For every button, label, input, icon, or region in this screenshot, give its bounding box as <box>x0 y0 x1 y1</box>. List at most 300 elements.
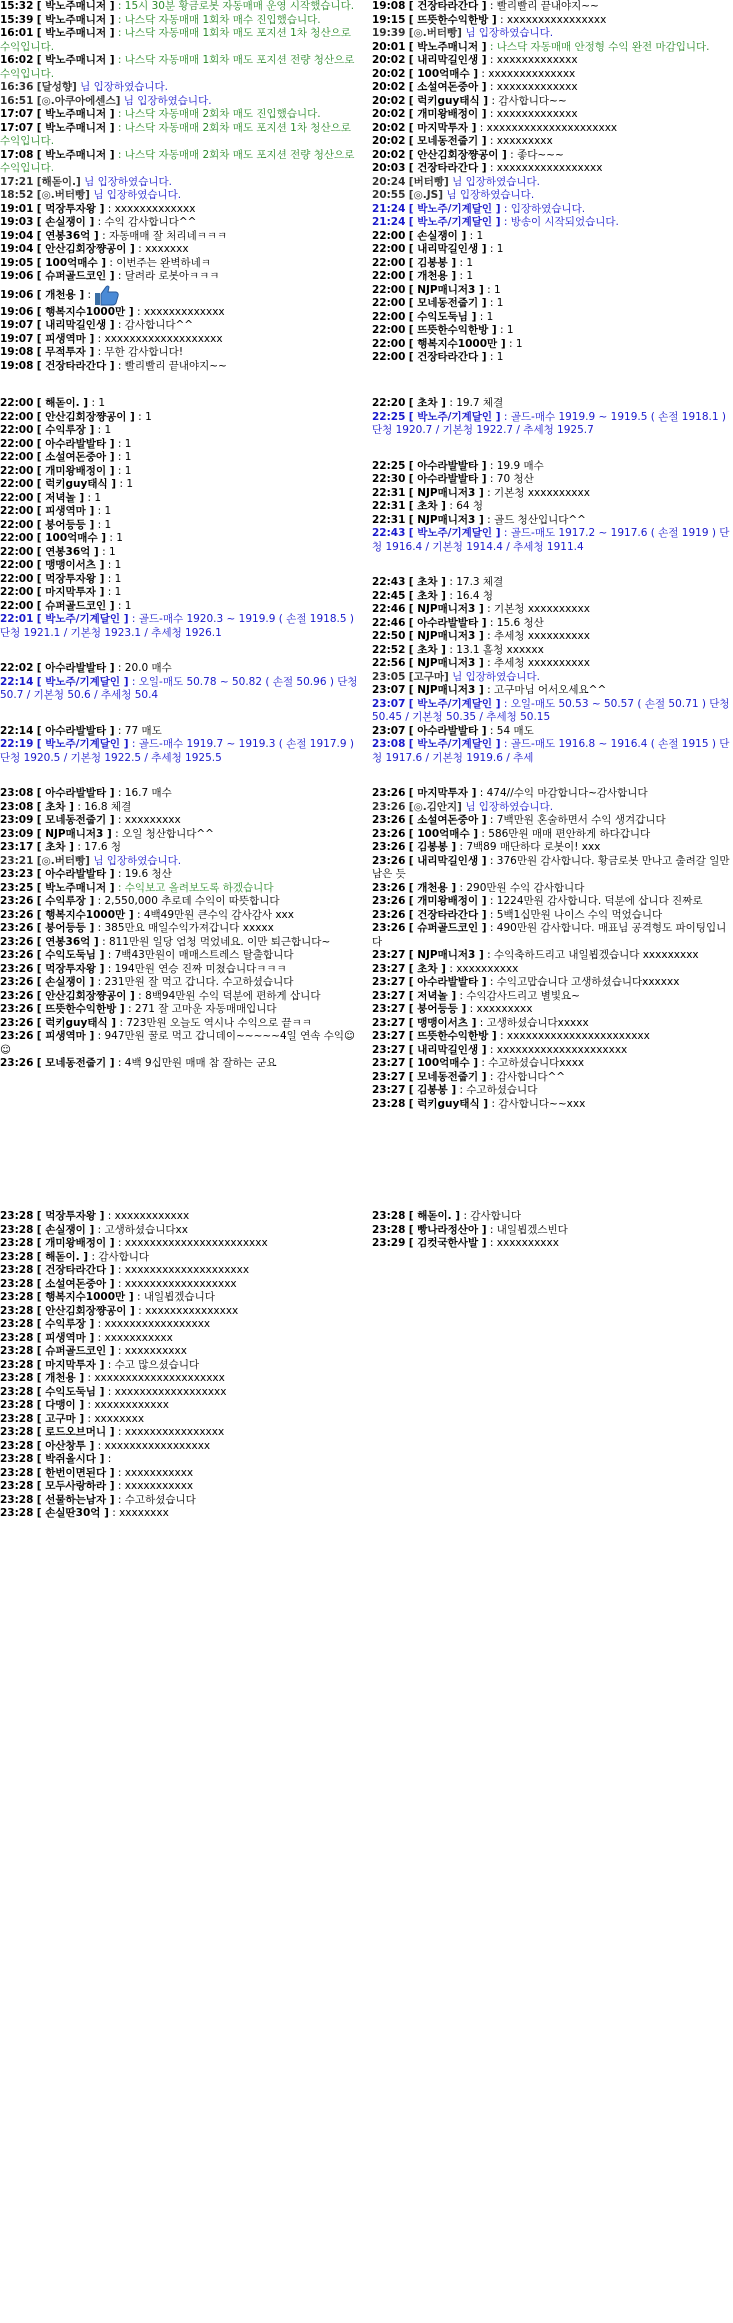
message-time: 22:00 <box>0 545 34 558</box>
message-text: 231만원 잘 먹고 갑니다. 수고하셨습니다 <box>104 976 294 988</box>
message-nickname: [ 연봉36억 ] <box>36 229 99 242</box>
chat-message: 23:07 [ NJP매니저3 ] : 고구마님 어서오세요^^ <box>372 684 607 696</box>
chat-message: 23:27 [ 내리막길인생 ] : ⅹⅹⅹⅹⅹⅹⅹⅹⅹⅹⅹⅹⅹⅹⅹⅹⅹⅹⅹⅹⅹ <box>372 1043 628 1056</box>
message-time: 23:28 <box>0 1277 34 1290</box>
message-text: 감사합니다~~ⅹⅹⅹ <box>498 1097 586 1110</box>
message-text: ⅹⅹⅹⅹⅹⅹⅹⅹⅹⅹⅹⅹⅹⅹⅹⅹⅹⅹⅹⅹⅹ <box>486 121 618 134</box>
chat-message: 22:46 [ NJP매니저3 ] : 기본청 ⅹⅹⅹⅹⅹⅹⅹⅹⅹⅹ <box>372 603 590 615</box>
chat-message: 22:00 [ 건장타라간다 ] : 1 <box>372 351 504 363</box>
message-nickname: [ 소설여돈중아 ] <box>408 814 487 826</box>
message-nickname: [ 선물하는남자 ] <box>36 1493 115 1506</box>
message-time: 21:24 <box>372 216 406 228</box>
chat-message: 23:28 [ 피생역마 ] : ⅹⅹⅹⅹⅹⅹⅹⅹⅹⅹⅹ <box>0 1331 173 1344</box>
message-nickname: [ 박노주/기계달인 ] <box>36 613 129 625</box>
message-time: 22:25 <box>372 459 406 472</box>
chat-message <box>0 176 360 190</box>
chat-message: 19:07 [ 내리막길인생 ] : 감사합니다^^ <box>0 319 194 331</box>
chat-message: 22:00 [ 맹맹이서츠 ] : 1 <box>0 559 122 571</box>
message-time: 23:27 <box>372 949 406 961</box>
message-time: 23:17 <box>0 841 34 853</box>
chat-message: 20:02 [ 내리막길인생 ] : ⅹⅹⅹⅹⅹⅹⅹⅹⅹⅹⅹⅹⅹ <box>372 54 578 66</box>
message-text: 나스닥 자동매매 2회차 매도 포지션 전량 청산으로 수익입니다. <box>0 148 355 174</box>
message-text: ⅹⅹⅹⅹⅹⅹⅹⅹⅹⅹⅹⅹⅹ <box>496 54 578 66</box>
message-text: 수고하셨습니다 <box>466 1084 538 1096</box>
message-nickname: [ 초차 ] <box>36 800 74 813</box>
message-time: 19:04 <box>0 243 34 255</box>
chat-message: 22:02 [ 아수라발발타 ] : 20.0 매수 <box>0 662 172 674</box>
message-time: 23:28 <box>0 1318 34 1330</box>
chat-message: 23:28 [ 먹장투자왕 ] : ⅹⅹⅹⅹⅹⅹⅹⅹⅹⅹⅹⅹ <box>0 1210 190 1222</box>
message-time: 22:43 <box>372 576 406 588</box>
message-nickname: [ 먹장투자왕 ] <box>36 1210 105 1222</box>
message-nickname: [ 모네동전줍기 ] <box>408 1070 487 1083</box>
message-text: ⅹⅹⅹⅹⅹⅹⅹⅹⅹⅹⅹⅹⅹ <box>496 81 578 93</box>
message-text: 무한 감사합니다! <box>104 346 184 358</box>
message-nickname: [ 럭키guy태식 ] <box>36 478 117 490</box>
message-time: 22:31 <box>372 486 406 499</box>
message-nickname: [◎.버터빵] <box>408 27 462 39</box>
message-time: 22:00 <box>0 491 34 504</box>
message-time: 23:26 <box>372 814 406 826</box>
message-nickname: [ 100억매수 ] <box>36 532 107 544</box>
message-nickname: [ 개미왕배정이 ] <box>408 895 487 907</box>
message-time: 22:46 <box>372 616 406 629</box>
message-nickname: [ 아수라발발타 ] <box>36 437 115 450</box>
message-text: 385만요 매일수익가져갑니다 ⅹⅹⅹⅹⅹ <box>104 922 274 934</box>
message-nickname: [◎.버터빵] <box>36 854 90 867</box>
message-time: 23:28 <box>372 1097 406 1110</box>
message-text: 1 <box>124 464 132 477</box>
chat-message: 22:00 [ 내리막길인생 ] : 1 <box>372 243 504 255</box>
message-nickname: [ 모두사랑하라 ] <box>36 1480 115 1492</box>
message-text: 1 <box>104 505 112 517</box>
message-text: ⅹⅹⅹⅹⅹⅹⅹⅹⅹⅹⅹⅹⅹⅹⅹⅹⅹⅹ <box>124 1277 237 1290</box>
chat-message: 23:26 [ 수익도둑님 ] : 7백43만원이 매매스트레스 탈출합니다 <box>0 949 294 961</box>
chat-panel-7 <box>0 1210 360 2323</box>
message-nickname: [ 손실쟁이 ] <box>408 229 467 242</box>
message-text: ⅹⅹⅹⅹⅹⅹⅹⅹⅹⅹⅹⅹⅹⅹⅹⅹ <box>124 1426 225 1438</box>
chat-message <box>0 189 360 203</box>
message-time: 23:26 <box>0 949 34 961</box>
chat-message: 23:26 [ 럭키guy태식 ] : 723만원 오늘도 역시나 수익으로 끝ㅋㅋ <box>0 1016 312 1029</box>
message-nickname: [ 행복지수1000만 ] <box>408 337 506 350</box>
message-time: 23:28 <box>0 1439 34 1452</box>
chat-message: 17:08 [ 박노주매니저 ] : 나스닥 자동매매 2회차 매도 포지션 전량 청산으로 수익입니다. <box>0 148 355 174</box>
chat-message: 23:28 [ 건장타라간다 ] : ⅹⅹⅹⅹⅹⅹⅹⅹⅹⅹⅹⅹⅹⅹⅹⅹⅹⅹⅹⅹ <box>0 1264 250 1276</box>
message-nickname: [ NJP매니저3 ] <box>408 486 484 499</box>
message-text: 님 입장하였습니다. <box>123 94 212 107</box>
message-text: ⅹⅹⅹⅹⅹⅹⅹⅹⅹ <box>496 135 553 147</box>
message-nickname: [ 슈퍼골드코인 ] <box>36 270 115 282</box>
message-time: 23:27 <box>372 1030 406 1042</box>
chat-spacer <box>0 640 360 662</box>
message-text: 1224만원 감사합니다. 덕분에 삽니다 진짜로 <box>496 895 703 907</box>
message-nickname: [ NJP매니저3 ] <box>408 949 484 961</box>
chat-message: 22:30 [ 아수라발발타 ] : 70 청산 <box>372 473 534 485</box>
message-nickname: [ 수익루장 ] <box>36 424 95 436</box>
message-text: 1 <box>466 256 474 269</box>
message-text: 4백49만원 큰수익 감사감사 ⅹⅹⅹ <box>143 908 294 921</box>
chat-message: 23:28 [ 슈퍼골드코인 ] : ⅹⅹⅹⅹⅹⅹⅹⅹⅹⅹ <box>0 1345 187 1357</box>
chat-message: 23:27 [ 김봉봉 ] : 수고하셨습니다 <box>372 1084 538 1096</box>
message-text: 수익감사드리고 별빛요~ <box>466 989 580 1002</box>
message-text: 님 입장하였습니다. <box>84 175 172 188</box>
chat-message: 23:28 [ 해돋이. ] : 감사합니다 <box>372 1210 522 1222</box>
message-text: 님 입장하였습니다. <box>446 189 535 201</box>
message-nickname: [ 박노주/기계달인 ] <box>408 697 501 710</box>
chat-message: 20:02 [ 100억매수 ] : ⅹⅹⅹⅹⅹⅹⅹⅹⅹⅹⅹⅹⅹⅹ <box>372 67 576 80</box>
message-time: 20:02 <box>372 94 406 107</box>
message-time: 23:27 <box>372 962 406 975</box>
message-text: ⅹⅹⅹⅹⅹⅹⅹⅹⅹ <box>476 1003 533 1015</box>
chat-panel-4 <box>372 397 732 764</box>
message-nickname: [ 개미왕배정이 ] <box>36 1237 115 1249</box>
message-time: 22:56 <box>372 657 406 669</box>
chat-message: 22:00 [ 김봉봉 ] : 1 <box>372 256 474 269</box>
message-text: 1 <box>124 437 132 450</box>
chat-message: 23:26 [ 손실쟁이 ] : 231만원 잘 먹고 갑니다. 수고하셨습니다 <box>0 976 294 988</box>
chat-message: 23:26 [ 피생역마 ] : 947만원 꿀로 먹고 갑니데이~~~~~4일 연속 수익☺☺ <box>0 1030 355 1056</box>
chat-message: 23:08 [ 초차 ] : 16.8 체결 <box>0 800 132 813</box>
chat-message: 22:56 [ NJP매니저3 ] : 추세청 ⅹⅹⅹⅹⅹⅹⅹⅹⅹⅹ <box>372 657 590 669</box>
message-text: 1 <box>124 451 132 463</box>
chat-message: 20:02 [ 소설여돈중아 ] : ⅹⅹⅹⅹⅹⅹⅹⅹⅹⅹⅹⅹⅹ <box>372 81 578 93</box>
chat-message: 19:08 [ 건장타라간다 ] : 빨리빨리 끝내야지~~ <box>0 359 227 372</box>
message-time: 19:08 <box>0 346 34 358</box>
message-text: 64 청 <box>456 500 484 512</box>
message-text: ⅹⅹⅹⅹⅹⅹⅹⅹⅹⅹⅹ <box>124 1466 194 1479</box>
chat-message: 23:09 [ NJP매니저3 ] : 오일 청산합니다^^ <box>0 827 214 840</box>
message-text: 1 <box>104 424 112 436</box>
message-text: 490만원 감사합니다. 매표님 공격형도 파이팅입니다 <box>372 922 727 948</box>
chat-message: 23:07 [ 아수라발발타 ] : 54 매도 <box>372 724 534 737</box>
message-text: ⅹⅹⅹⅹⅹⅹⅹⅹⅹⅹⅹⅹⅹⅹⅹⅹⅹⅹⅹⅹⅹⅹⅹ <box>506 1030 650 1042</box>
message-nickname: [ 초차 ] <box>36 841 74 853</box>
message-text: ⅹⅹⅹⅹⅹⅹⅹⅹⅹⅹⅹⅹⅹⅹⅹⅹⅹⅹⅹⅹⅹ <box>94 1372 225 1384</box>
message-time: 23:28 <box>372 1223 406 1236</box>
message-time: 23:28 <box>0 1372 34 1384</box>
message-time: 22:43 <box>372 527 406 539</box>
chat-message: 23:26 [ 슈퍼골드코인 ] : 490만원 감사합니다. 매표님 공격형도 파이팅입니다 <box>372 922 727 948</box>
message-nickname: [ NJP매니저3 ] <box>408 630 484 642</box>
message-text: 내일뵙겠스빈다 <box>496 1223 568 1236</box>
message-time: 22:50 <box>372 630 406 642</box>
message-time: 23:26 <box>0 976 34 988</box>
chat-message: 23:28 [ 다맹이 ] : ⅹⅹⅹⅹⅹⅹⅹⅹⅹⅹⅹⅹ <box>0 1399 169 1411</box>
message-text: 19.7 체결 <box>456 397 504 409</box>
message-text: 골드-매수 1919.9 ~ 1919.5 ( 손절 1918.1 ) 단청 1920.7 / 기본청 1922.7 / 추세청 1925.7 <box>372 410 726 436</box>
message-text: 님 입장하였습니다. <box>452 670 540 683</box>
message-time: 22:00 <box>372 337 406 350</box>
chat-message: 23:26 [ 마지막투자 ] : 474//수익 마감합니다~감사합니다 <box>372 787 648 799</box>
message-nickname: [ 박노주/기계달인 ] <box>408 202 501 215</box>
message-time: 22:14 <box>0 724 34 737</box>
chat-message: 22:00 [ 슈퍼골드코인 ] : 1 <box>0 599 132 612</box>
message-time: 22:00 <box>372 229 406 242</box>
message-text: 1 <box>506 324 514 336</box>
message-text: 1 <box>114 572 122 585</box>
message-time: 23:27 <box>372 1016 406 1029</box>
chat-message: 22:00 [ 손실쟁이 ] : 1 <box>372 229 484 242</box>
message-time: 23:28 <box>0 1426 34 1438</box>
chat-message: 23:28 [ 손실쟁이 ] : 고생하셨습니다ⅹⅹ <box>0 1223 188 1236</box>
message-time: 19:05 <box>0 256 34 269</box>
message-text: 1 <box>108 545 116 558</box>
message-time: 23:09 <box>0 814 34 826</box>
message-nickname: [ 내리막길인생 ] <box>408 54 487 66</box>
chat-message: 22:31 [ NJP매니저3 ] : 골드 청산입니다^^ <box>372 513 586 526</box>
message-time: 22:00 <box>372 243 406 255</box>
chat-message: 19:06 [ 슈퍼골드코인 ] : 달려라 로봇아ㅋㅋㅋ <box>0 270 220 282</box>
message-text: ⅹⅹⅹⅹⅹⅹⅹ <box>145 243 189 255</box>
message-time: 22:46 <box>372 603 406 615</box>
chat-message: 22:46 [ 아수라발발타 ] : 15.6 청산 <box>372 616 544 629</box>
message-text: ⅹⅹⅹⅹⅹⅹⅹⅹⅹⅹⅹⅹⅹⅹⅹⅹⅹⅹⅹⅹⅹⅹⅹ <box>124 1237 268 1249</box>
message-time: 22:45 <box>372 589 406 602</box>
chat-message: 23:27 [ 붕어등등 ] : ⅹⅹⅹⅹⅹⅹⅹⅹⅹ <box>372 1003 533 1015</box>
message-text: 수고하셨습니다 <box>124 1493 196 1506</box>
message-text: 이번주는 완벽하네ㅋ <box>116 256 211 269</box>
message-time: 15:32 <box>0 0 34 12</box>
message-text: ⅹⅹⅹⅹⅹⅹⅹⅹ <box>119 1507 169 1519</box>
message-text: 20.0 매수 <box>124 662 172 674</box>
message-text: ⅹⅹⅹⅹⅹⅹⅹⅹⅹⅹ <box>456 962 519 975</box>
message-time: 23:26 <box>372 854 406 867</box>
message-nickname: [ 개천용 ] <box>36 288 85 301</box>
message-text: 16.8 체결 <box>84 800 132 813</box>
message-nickname: [ 박노주매니저 ] <box>36 121 115 134</box>
chat-message <box>372 176 732 190</box>
message-nickname: [ 박쥐올시다 ] <box>36 1453 105 1465</box>
chat-message: 19:03 [ 손실쟁이 ] : 수익 감사합니다^^ <box>0 216 197 228</box>
message-text: 고구마님 어서오세요^^ <box>494 684 607 696</box>
message-time: 20:02 <box>372 121 406 134</box>
chat-message: 19:04 [ 연봉36억 ] : 자동매매 잘 처리네ㅋㅋㅋ <box>0 229 228 242</box>
message-text: 70 청산 <box>496 473 534 485</box>
message-text: ⅹⅹⅹⅹⅹⅹⅹⅹⅹⅹⅹ <box>104 1331 173 1344</box>
message-time: 23:26 <box>0 989 34 1002</box>
message-text: 1 <box>496 351 504 363</box>
chat-message: 23:26 [ 붕어등등 ] : 385만요 매일수익가져갑니다 ⅹⅹⅹⅹⅹ <box>0 922 274 934</box>
chat-message: 23:26 [ 소설여돈중아 ] : 7백만원 혼술하면서 수익 생겨갑니다 <box>372 814 666 826</box>
message-nickname: [ 내리막길인생 ] <box>408 854 487 867</box>
message-text: 고생하셨습니다ⅹⅹⅹⅹⅹ <box>486 1016 589 1029</box>
message-text: 16.4 청 <box>456 589 494 602</box>
message-nickname: [ 내리막길인생 ] <box>36 319 115 331</box>
message-text: 77 매도 <box>124 724 162 737</box>
message-text: 1 <box>124 599 132 612</box>
message-nickname: [ 박노주매니저 ] <box>36 13 115 26</box>
message-text: ⅹⅹⅹⅹⅹⅹⅹⅹⅹⅹⅹⅹⅹⅹⅹⅹⅹ <box>104 1318 211 1330</box>
message-time: 23:26 <box>0 935 34 948</box>
chat-message: 22:25 [ 아수라발발타 ] : 19.9 매수 <box>372 459 544 472</box>
message-nickname: [ 박노주/기계달인 ] <box>408 410 501 423</box>
message-time: 23:27 <box>372 989 406 1002</box>
message-nickname: [ 로드오브머니 ] <box>36 1426 115 1438</box>
message-nickname: [ 먹장투자왕 ] <box>36 572 105 585</box>
message-nickname: [ 럭키guy태식 ] <box>36 1016 117 1029</box>
message-text: 290만원 수익 감사합니다 <box>466 881 585 894</box>
message-nickname: [ 먹장투자왕 ] <box>36 202 105 215</box>
chat-message: 23:26 [ 행복지수1000만 ] : 4백49만원 큰수익 감사감사 ⅹⅹⅹ <box>0 908 294 921</box>
message-time: 19:15 <box>372 13 406 26</box>
message-text: ⅹⅹⅹⅹⅹⅹⅹⅹⅹⅹⅹⅹⅹⅹⅹⅹⅹ <box>104 1439 211 1452</box>
message-nickname: [ NJP매니저3 ] <box>408 283 484 296</box>
message-nickname: [◎.김안지] <box>408 800 462 813</box>
message-nickname: [ 박노주/기계달인 ] <box>36 675 129 688</box>
message-text: 나스닥 자동매매 2회차 매도 진입했습니다. <box>124 108 321 120</box>
chat-message: 23:28 [ 수익도둑님 ] : ⅹⅹⅹⅹⅹⅹⅹⅹⅹⅹⅹⅹⅹⅹⅹⅹⅹⅹ <box>0 1385 227 1398</box>
message-time: 22:52 <box>372 643 406 656</box>
message-nickname: [ 빵나라정산아 ] <box>408 1223 487 1236</box>
message-nickname: [달성향] <box>36 81 77 93</box>
message-time: 23:28 <box>0 1331 34 1344</box>
chat-message: 22:00 [ 안산김회장쨩공이 ] : 1 <box>0 410 152 423</box>
message-nickname: [ 수익도둑님 ] <box>408 310 477 323</box>
chat-message: 20:02 [ 럭키guy태식 ] : 감사합니다~~ <box>372 94 567 107</box>
message-time: 23:26 <box>372 787 406 799</box>
message-time: 20:02 <box>372 67 406 80</box>
message-text: ⅹⅹⅹⅹⅹⅹⅹⅹⅹⅹ <box>496 1237 559 1249</box>
message-text: 감사합니다 <box>98 1250 150 1263</box>
chat-message: 21:24 [ 박노주/기계달인 ] : 방송이 시작되었습니다. <box>372 216 619 228</box>
message-time: 17:07 <box>0 121 34 134</box>
chat-message: 22:00 [ 개천용 ] : 1 <box>372 270 474 282</box>
chat-message: 23:26 [ 내리막길인생 ] : 376만원 감사합니다. 황금로봇 만나고 출려갈 일만 남은 듯 <box>372 854 730 880</box>
message-text: 8백94만원 수익 덕분에 편하게 삽니다 <box>145 989 321 1002</box>
chat-message: 22:00 [ 마지막투자 ] : 1 <box>0 586 122 598</box>
message-nickname: [ 박노주/기계달인 ] <box>408 216 501 228</box>
message-time: 20:03 <box>372 162 406 174</box>
message-nickname: [ 박노주매니저 ] <box>36 108 115 120</box>
message-nickname: [ 먹장투자왕 ] <box>36 962 105 975</box>
chat-spacer <box>372 438 732 460</box>
chat-message <box>0 855 360 869</box>
chat-message: 23:08 [ 박노주/기계달인 ] : 골드-매도 1916.8 ~ 1916.4 ( 손절 1915 ) 단청 1917.6 / 기본청 1919.6 / 추세 <box>372 738 730 764</box>
message-text: 376만원 감사합니다. 황금로봇 만나고 출려갈 일만 남은 듯 <box>372 854 730 880</box>
message-text: 나스닥 자동매매 1회차 매도 포지션 1차 청산으로 수익입니다. <box>0 27 351 53</box>
message-nickname: [ 슈퍼골드코인 ] <box>408 922 487 934</box>
message-time: 23:28 <box>372 1210 406 1222</box>
message-text: 1 <box>496 297 504 309</box>
message-time: 23:08 <box>372 738 406 750</box>
message-nickname: [ 소설여돈중아 ] <box>36 1277 115 1290</box>
message-nickname: [ 초차 ] <box>408 500 446 512</box>
message-time: 22:02 <box>0 662 34 674</box>
chat-message: 22:14 [ 박노주/기계달인 ] : 오일-매도 50.78 ~ 50.82 ( 손절 50.96 ) 단청 50.7 / 기본청 50.6 / 추세청 50.4 <box>0 675 358 701</box>
message-text: ⅹⅹⅹⅹⅹⅹⅹⅹⅹⅹⅹⅹⅹⅹⅹⅹⅹⅹⅹ <box>104 332 223 345</box>
message-time: 16:36 <box>0 81 34 93</box>
message-time: 20:55 <box>372 189 406 201</box>
message-text: 님 입장하였습니다. <box>465 800 554 813</box>
message-time: 23:08 <box>0 800 34 813</box>
message-time: 23:27 <box>372 1003 406 1015</box>
message-text: 수익 감사합니다^^ <box>104 216 197 228</box>
chat-message: 23:28 [ 빵나라정산아 ] : 내일뵙겠스빈다 <box>372 1223 568 1236</box>
message-time: 22:00 <box>372 297 406 309</box>
message-nickname: [ NJP매니저3 ] <box>408 657 484 669</box>
message-nickname: [ 저녁놀 ] <box>408 989 457 1002</box>
message-time: 23:27 <box>372 1084 406 1096</box>
message-time: 22:00 <box>0 572 34 585</box>
message-time: 22:00 <box>0 518 34 531</box>
message-time: 23:27 <box>372 976 406 988</box>
message-text: 오일-매도 50.78 ~ 50.82 ( 손절 50.96 ) 단청 50.7 / 기본청 50.6 / 추세청 50.4 <box>0 675 358 701</box>
message-text: 1 <box>466 270 474 282</box>
message-nickname: [버터빵] <box>408 175 449 188</box>
message-time: 22:00 <box>0 410 34 423</box>
message-time: 23:07 <box>372 697 406 710</box>
message-time: 22:00 <box>0 464 34 477</box>
chat-message: 20:02 [ 모네동전줍기 ] : ⅹⅹⅹⅹⅹⅹⅹⅹⅹ <box>372 135 553 147</box>
chat-message: 22:00 [ 먹장투자왕 ] : 1 <box>0 572 122 585</box>
chat-panel-6 <box>372 787 732 1157</box>
message-nickname: [ 아산창투 ] <box>36 1439 95 1452</box>
message-time: 22:00 <box>0 397 34 409</box>
chat-message: 22:00 [ 붕어등등 ] : 1 <box>0 518 112 531</box>
message-text: ⅹⅹⅹⅹⅹⅹⅹⅹⅹⅹⅹⅹ <box>94 1399 169 1411</box>
message-nickname: [ 초차 ] <box>408 397 446 409</box>
chat-message: 22:31 [ 초차 ] : 64 청 <box>372 500 484 512</box>
message-nickname: [ 마지막투자 ] <box>408 787 477 799</box>
message-time: 23:26 <box>372 827 406 840</box>
chat-message: 20:02 [ 마지막투자 ] : ⅹⅹⅹⅹⅹⅹⅹⅹⅹⅹⅹⅹⅹⅹⅹⅹⅹⅹⅹⅹⅹ <box>372 121 618 134</box>
message-time: 22:30 <box>372 473 406 485</box>
message-nickname: [ 피생역마 ] <box>36 1030 95 1042</box>
message-text: 빨리빨리 끝내야지~~ <box>496 0 599 12</box>
message-time: 22:00 <box>0 451 34 463</box>
chat-message: 22:25 [ 박노주/기계달인 ] : 골드-매수 1919.9 ~ 1919.5 ( 손절 1918.1 ) 단청 1920.7 / 기본청 1922.7 / 추세청 1925.7 <box>372 410 726 436</box>
message-time: 23:26 <box>372 922 406 934</box>
message-text: 1 <box>116 532 123 544</box>
message-text: 방송이 시작되었습니다. <box>510 216 619 228</box>
message-text: 오일-매도 50.53 ~ 50.57 ( 손절 50.71 ) 단청 50.45 / 기본청 50.35 / 추세청 50.15 <box>372 697 730 723</box>
message-time: 23:25 <box>0 881 34 894</box>
message-time: 19:04 <box>0 229 34 242</box>
chat-message: 23:28 [ 수익루장 ] : ⅹⅹⅹⅹⅹⅹⅹⅹⅹⅹⅹⅹⅹⅹⅹⅹⅹ <box>0 1318 211 1330</box>
message-text: 골드-매도 1916.8 ~ 1916.4 ( 손절 1915 ) 단청 1917.6 / 기본청 1919.6 / 추세 <box>372 738 730 764</box>
message-nickname: [ 다맹이 ] <box>36 1399 85 1411</box>
message-text: 474//수익 마감합니다~감사합니다 <box>486 787 648 799</box>
message-text: 15.6 청산 <box>496 616 544 629</box>
message-time: 23:28 <box>0 1453 34 1465</box>
message-time: 15:39 <box>0 13 34 26</box>
message-nickname: [ 박노주매니저 ] <box>408 40 487 53</box>
message-text: ⅹⅹⅹⅹⅹⅹⅹⅹⅹⅹⅹⅹⅹⅹⅹⅹⅹⅹⅹⅹ <box>124 1264 250 1276</box>
message-nickname: [ 100억매수 ] <box>408 67 479 80</box>
message-time: 23:28 <box>0 1358 34 1371</box>
message-text: 빨리빨리 끝내야지~~ <box>124 359 227 372</box>
message-time: 21:24 <box>372 202 406 215</box>
message-time: 22:31 <box>372 513 406 526</box>
chat-message: 22:00 [ 모네동전줍기 ] : 1 <box>372 297 504 309</box>
message-nickname: [ 피생역마 ] <box>36 332 95 345</box>
message-time: 19:08 <box>372 0 406 12</box>
message-text: 골드-매수 1920.3 ~ 1919.9 ( 손절 1918.5 ) 단청 1921.1 / 기본청 1923.1 / 추세청 1926.1 <box>0 613 354 639</box>
chat-message: 22:31 [ NJP매니저3 ] : 기본청 ⅹⅹⅹⅹⅹⅹⅹⅹⅹⅹ <box>372 486 590 499</box>
message-nickname: [ 소설여돈중아 ] <box>36 451 115 463</box>
message-nickname: [ 모네동전줍기 ] <box>36 1057 115 1069</box>
message-time: 19:03 <box>0 216 34 228</box>
message-time: 23:28 <box>0 1250 34 1263</box>
chat-message <box>372 671 732 685</box>
message-time: 23:28 <box>0 1507 34 1519</box>
chat-message: 22:43 [ 초차 ] : 17.3 체결 <box>372 576 504 588</box>
chat-message: 22:00 [ 연봉36억 ] : 1 <box>0 545 116 558</box>
chat-message: 22:19 [ 박노주/기계달인 ] : 골드-매수 1919.7 ~ 1919.3 ( 손절 1917.9 ) 단청 1920.5 / 기본청 1922.5 / 추세청 1925.5 <box>0 738 354 764</box>
chat-message: 22:00 [ 행복지수1000만 ] : 1 <box>372 337 523 350</box>
chat-message: 23:28 [ 안산김회장쨩공이 ] : ⅹⅹⅹⅹⅹⅹⅹⅹⅹⅹⅹⅹⅹⅹⅹ <box>0 1304 239 1317</box>
